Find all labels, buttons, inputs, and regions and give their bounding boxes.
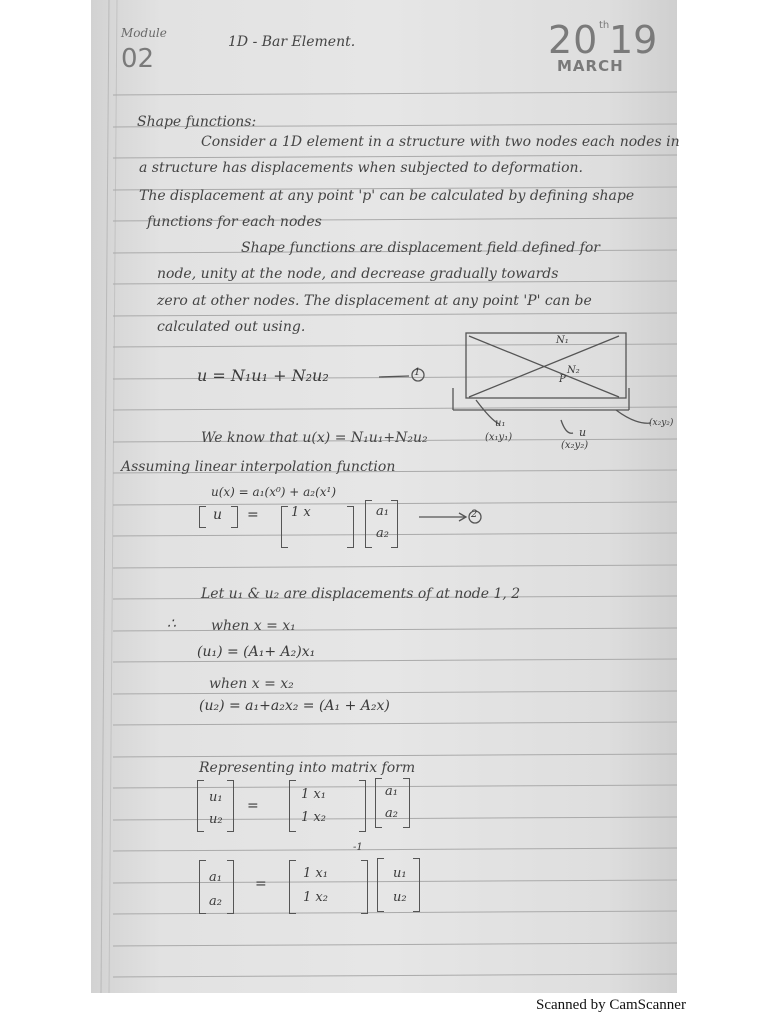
matrix3-rhs-row: u₁ — [393, 866, 407, 881]
matrix-bracket — [197, 780, 204, 832]
matrix3-lhs-row: a₂ — [209, 894, 222, 909]
scanner-watermark: Scanned by CamScanner — [536, 997, 686, 1013]
equation-1: u = N₁u₁ + N₂u₂ — [197, 366, 329, 385]
equals-sign: = — [255, 876, 267, 892]
matrix-bracket — [289, 780, 296, 832]
paragraph-line: Shape functions are displacement field defined for — [241, 240, 600, 256]
paragraph-line: functions for each nodes — [147, 214, 322, 230]
matrix3-mid-row: 1 x₁ — [303, 866, 328, 881]
matrix-bracket — [227, 780, 234, 832]
matrix2-rhs-row: a₁ — [385, 784, 398, 799]
date-suffix: th — [599, 20, 610, 31]
diagram-label-xy-far: (x₂y₂) — [649, 418, 674, 428]
matrix-bracket — [413, 858, 420, 912]
paragraph-line: node, unity at the node, and decrease gradually towards — [157, 266, 559, 282]
matrix1-lhs: u — [213, 507, 223, 523]
matrix-bracket — [391, 500, 398, 548]
paragraph-line: zero at other nodes. The displacement at any point 'P' can be — [157, 293, 592, 309]
matrix-bracket — [281, 506, 288, 548]
date-day: 20 — [548, 18, 599, 62]
matrix3-rhs-row: u₂ — [393, 890, 407, 905]
matrix1-rhs-row: a₂ — [376, 526, 389, 541]
we-know-line: We know that u(x) = N₁u₁+N₂u₂ — [201, 430, 428, 446]
diagram-label-p: P — [559, 374, 566, 385]
diagram-label-u: u — [579, 426, 587, 439]
diagram-label-xy2: (x₂y₂) — [561, 440, 589, 451]
page-title: 1D - Bar Element. — [228, 34, 356, 50]
matrix-bracket — [361, 860, 368, 914]
u1-equation: (u₁) = (A₁+ A₂)x₁ — [197, 644, 316, 660]
element-diagram — [453, 333, 651, 433]
therefore-symbol: ∴ — [167, 616, 176, 632]
matrix-bracket — [199, 506, 206, 528]
when-line-2: when x = x₂ — [209, 676, 294, 692]
module-number: 02 — [121, 44, 155, 74]
matrix2-mid-row: 1 x₂ — [301, 810, 326, 825]
equation-ref-2: 2 — [471, 509, 478, 520]
matrix-bracket — [347, 506, 354, 548]
equation-ref-1: 1 — [414, 367, 421, 378]
paragraph-line: a structure has displacements when subjected to deformation. — [139, 160, 583, 176]
matrix3-mid-row: 1 x₂ — [303, 890, 328, 905]
matrix-bracket — [375, 778, 382, 828]
matrix1-mid: 1 x — [291, 505, 311, 520]
representing-line: Representing into matrix form — [199, 760, 416, 776]
matrix-bracket — [365, 500, 372, 548]
let-line: Let u₁ & u₂ are displacements of at node 1, 2 — [201, 586, 521, 602]
assuming-line: Assuming linear interpolation function — [121, 459, 396, 475]
section-heading: Shape functions: — [137, 114, 257, 130]
paragraph-line: The displacement at any point 'p' can be calculated by defining shape — [139, 188, 635, 204]
diagram-label-u1: u₁ — [495, 418, 506, 429]
matrix-bracket — [359, 780, 366, 832]
module-label: Module — [121, 26, 167, 40]
equals-sign: = — [247, 798, 259, 814]
diagram-label-n2: N₂ — [567, 365, 580, 376]
when-line-1: when x = x₁ — [211, 618, 296, 634]
matrix1-rhs-row: a₁ — [376, 504, 389, 519]
paragraph-line: calculated out using. — [157, 319, 306, 335]
diagram-label-xy1: (x₁y₁) — [485, 432, 513, 443]
date-year: 19 — [609, 18, 658, 62]
matrix-bracket — [227, 860, 234, 914]
matrix2-lhs-row: u₁ — [209, 790, 223, 805]
paragraph-line: Consider a 1D element in a structure with two nodes each nodes in — [201, 134, 680, 150]
matrix-bracket — [231, 506, 238, 528]
matrix-bracket — [199, 860, 206, 914]
notebook-page-photo — [91, 0, 680, 993]
matrix-bracket — [403, 778, 410, 828]
matrix-bracket — [377, 858, 384, 912]
matrix2-mid-row: 1 x₁ — [301, 787, 326, 802]
ux-equation: u(x) = a₁(x⁰) + a₂(x¹) — [211, 485, 337, 499]
matrix2-lhs-row: u₂ — [209, 812, 223, 827]
u2-equation: (u₂) = a₁+a₂x₂ = (A₁ + A₂x) — [199, 698, 390, 714]
equals-sign: = — [247, 507, 259, 523]
diagram-label-n1: N₁ — [556, 335, 569, 346]
date-month: MARCH — [557, 57, 624, 75]
matrix-bracket — [289, 860, 296, 914]
inverse-mark: -1 — [353, 842, 363, 853]
matrix2-rhs-row: a₂ — [385, 806, 398, 821]
matrix3-lhs-row: a₁ — [209, 870, 222, 885]
